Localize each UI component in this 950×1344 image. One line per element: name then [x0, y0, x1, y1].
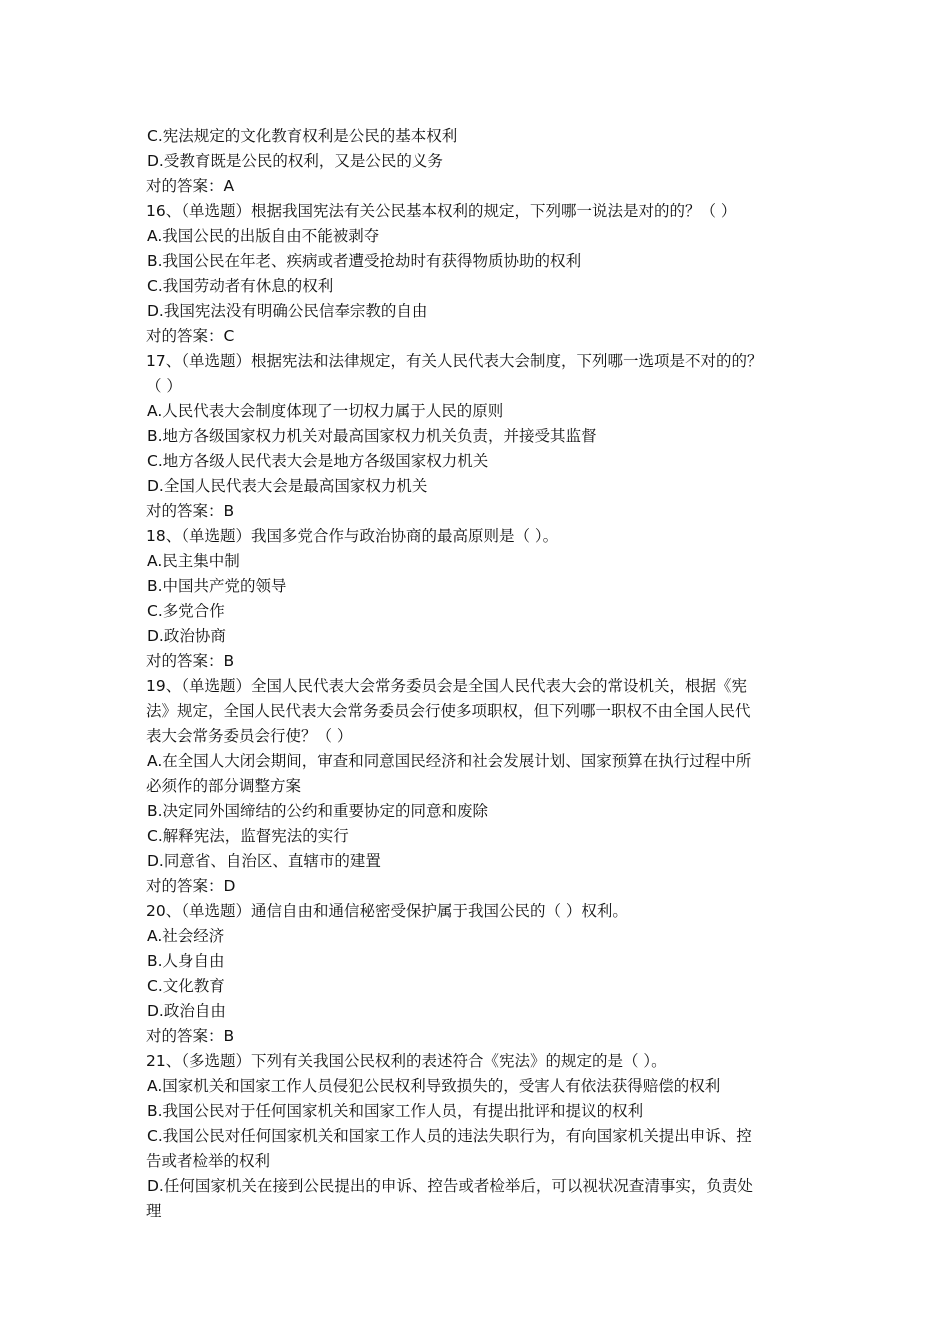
question-line: 表大会常务委员会行使？（ ） [146, 727, 353, 745]
option-line: A.人民代表大会制度体现了一切权力属于人民的原则 [147, 402, 504, 420]
option-line: D.任何国家机关在接到公民提出的申诉、控告或者检举后，可以视状况查清事实，负责处 [147, 1177, 753, 1195]
answer-line: 对的答案：B [146, 1027, 235, 1045]
option-line: B.地方各级国家权力机关对最高国家权力机关负责，并接受其监督 [147, 427, 597, 445]
question-line: 告或者检举的权利 [146, 1152, 271, 1170]
question-line: 16、（单选题）根据我国宪法有关公民基本权利的规定，下列哪一说法是对的的？（ ） [146, 202, 737, 220]
answer-line: 对的答案：D [146, 877, 236, 895]
answer-line: 对的答案：A [146, 177, 235, 195]
option-line: D.受教育既是公民的权利，又是公民的义务 [147, 152, 443, 170]
question-line: 理 [146, 1202, 162, 1220]
question-line: （ ） [146, 377, 182, 395]
option-line: D.全国人民代表大会是最高国家权力机关 [147, 477, 428, 495]
option-line: B.人身自由 [147, 952, 225, 970]
option-line: C.我国公民对任何国家机关和国家工作人员的违法失职行为，有向国家机关提出申诉、控 [147, 1127, 752, 1145]
option-line: D.我国宪法没有明确公民信奉宗教的自由 [147, 302, 428, 320]
option-line: C.多党合作 [147, 602, 225, 620]
option-line: B.我国公民在年老、疾病或者遭受抢劫时有获得物质协助的权利 [147, 252, 582, 270]
option-line: D.政治自由 [147, 1002, 226, 1020]
question-line: 18、（单选题）我国多党合作与政治协商的最高原则是（ ）。 [146, 527, 559, 545]
document-page [146, 124, 826, 1224]
question-line: 17、（单选题）根据宪法和法律规定，有关人民代表大会制度，下列哪一选项是不对的的？ [146, 352, 763, 370]
option-line: B.中国共产党的领导 [147, 577, 287, 595]
option-line: C.宪法规定的文化教育权利是公民的基本权利 [147, 127, 458, 145]
option-line: A.我国公民的出版自由不能被剥夺 [147, 227, 380, 245]
option-line: C.地方各级人民代表大会是地方各级国家权力机关 [147, 452, 489, 470]
question-line: 21、（多选题）下列有关我国公民权利的表述符合《宪法》的规定的是（ ）。 [146, 1052, 667, 1070]
option-line: A.社会经济 [147, 927, 225, 945]
option-line: A.在全国人大闭会期间，审查和同意国民经济和社会发展计划、国家预算在执行过程中所 [147, 752, 752, 770]
question-line: 必须作的部分调整方案 [146, 777, 302, 795]
option-line: C.文化教育 [147, 977, 225, 995]
question-line: 19、（单选题）全国人民代表大会常务委员会是全国人民代表大会的常设机关，根据《宪 [146, 677, 747, 695]
option-line: A.国家机关和国家工作人员侵犯公民权利导致损失的，受害人有依法获得赔偿的权利 [147, 1077, 721, 1095]
question-line: 20、（单选题）通信自由和通信秘密受保护属于我国公民的（ ）权利。 [146, 902, 628, 920]
option-line: D.同意省、自治区、直辖市的建置 [147, 852, 381, 870]
answer-line: 对的答案：B [146, 502, 235, 520]
option-line: B.我国公民对于任何国家机关和国家工作人员，有提出批评和提议的权利 [147, 1102, 644, 1120]
question-line: 法》规定，全国人民代表大会常务委员会行使多项职权，但下列哪一职权不由全国人民代 [146, 702, 751, 720]
option-line: A.民主集中制 [147, 552, 240, 570]
option-line: D.政治协商 [147, 627, 226, 645]
answer-line: 对的答案：B [146, 652, 235, 670]
answer-line: 对的答案：C [146, 327, 235, 345]
option-line: C.我国劳动者有休息的权利 [147, 277, 334, 295]
option-line: C.解释宪法，监督宪法的实行 [147, 827, 349, 845]
option-line: B.决定同外国缔结的公约和重要协定的同意和废除 [147, 802, 489, 820]
